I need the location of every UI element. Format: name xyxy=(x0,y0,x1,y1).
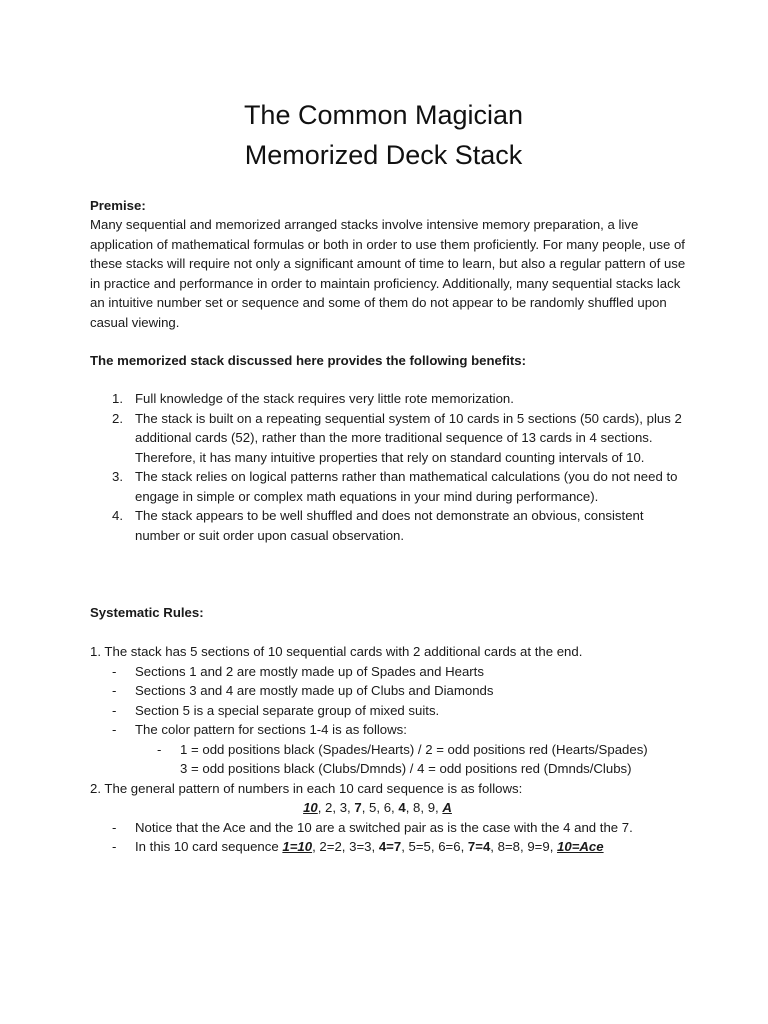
seq-seven: 7 xyxy=(354,800,362,815)
bullet-item xyxy=(90,681,710,701)
list-text: The stack is built on a repeating sequential system of 10 cards in 5 sections (50 cards), plus 2 additional cards (52), rather than the more traditional sequence of 13 cards in 4 sections. Therefore, it has many intuitive properties that rely on standard counting intervals of 10. xyxy=(135,410,682,465)
title-line-1: The Common Magician xyxy=(243,100,524,130)
map-seven-four: 7=4 xyxy=(467,839,491,854)
color-pattern-text: 1 = odd positions black (Spades/Hearts) / 2 = odd positions red (Hearts/Spades) xyxy=(180,741,648,757)
map-one-ten: 1=10 xyxy=(282,839,313,854)
list-number: 1. xyxy=(112,391,123,406)
list-text: The stack relies on logical patterns rather than mathematical calculations (you do not need to engage in simple or complex math equations in your mind during performance). xyxy=(135,469,678,504)
dash-marker: - xyxy=(157,741,162,757)
map-prefix: In this 10 card sequence xyxy=(135,839,283,854)
dash-marker: - xyxy=(112,683,117,698)
map-part: , 5=5, 6=6, xyxy=(401,839,468,854)
dash-marker: - xyxy=(112,819,117,835)
bullet-item xyxy=(90,720,710,740)
list-item xyxy=(90,389,690,409)
rules-heading: Systematic Rules: xyxy=(90,605,204,620)
benefits-heading: The memorized stack discussed here provides the following benefits: xyxy=(90,353,527,368)
bullet-item xyxy=(90,662,710,682)
bullet-item xyxy=(90,701,710,721)
list-text: The stack appears to be well shuffled and does not demonstrate an obvious, consistent number or suit order upon casual observation. xyxy=(135,508,644,543)
seq-ten: 10 xyxy=(303,800,318,815)
map-part: , 8=8, 9=9, xyxy=(490,839,558,854)
seq-ace: A xyxy=(442,800,452,815)
dash-marker: - xyxy=(112,839,117,854)
list-item xyxy=(90,506,690,545)
rules-section xyxy=(90,642,710,857)
bullet-text: Section 5 is a special separate group of mixed suits. xyxy=(135,702,440,718)
list-item xyxy=(90,409,690,468)
bullet-item-mapping xyxy=(90,837,710,857)
list-item xyxy=(90,467,690,506)
dash-marker: - xyxy=(112,722,117,737)
map-ten-ace: 10=Ace xyxy=(557,839,604,854)
seq-four: 4 xyxy=(398,800,406,815)
bullet-text: Sections 1 and 2 are mostly made up of Spades and Hearts xyxy=(135,663,484,679)
seq-part: , 2, 3, xyxy=(317,800,355,815)
map-four-seven: 4=7 xyxy=(378,839,402,854)
list-number: 2. xyxy=(112,410,123,426)
color-pattern-line-1 xyxy=(90,740,710,760)
number-sequence xyxy=(90,798,665,818)
seq-part: , 5, 6, xyxy=(361,800,399,815)
list-number: 3. xyxy=(112,469,123,484)
bullet-item xyxy=(90,818,710,838)
bullet-text: Notice that the Ace and the 10 are a switched pair as is the case with the 4 and the 7. xyxy=(135,819,633,835)
dash-marker: - xyxy=(112,702,117,718)
rule-1: 1. The stack has 5 sections of 10 sequential cards with 2 additional cards at the end. xyxy=(90,644,583,659)
bullet-text: The color pattern for sections 1-4 is as follows: xyxy=(135,722,407,737)
list-number: 4. xyxy=(112,508,123,523)
color-pattern-line-2: 3 = odd positions black (Clubs/Dmnds) / 4 = odd positions red (Dmnds/Clubs) xyxy=(180,761,632,776)
map-part: , 2=2, 3=3, xyxy=(312,839,379,854)
bullet-text: Sections 3 and 4 are mostly made up of Clubs and Diamonds xyxy=(135,683,494,698)
dash-marker: - xyxy=(112,663,117,679)
benefits-list xyxy=(90,389,690,545)
title-line-2: Memorized Deck Stack xyxy=(244,140,523,170)
list-text: Full knowledge of the stack requires very little rote memorization. xyxy=(135,391,514,406)
premise-heading: Premise: xyxy=(90,198,146,213)
premise-paragraph: Many sequential and memorized arranged stacks involve intensive memory preparation, a live application of mathematical formulas or both in order to use them proficiently. For many people, use of these stacks will require not only a significant amount of time to learn, but also a regular pattern of use in practice and performance in order to maintain proficiency. Additionally, many sequential stacks lack an intuitive number set or sequence and some of them do not appear to be randomly shuffled upon casual viewing. xyxy=(90,217,686,330)
seq-part: , 8, 9, xyxy=(405,800,443,815)
rule-2: 2. The general pattern of numbers in each 10 card sequence is as follows: xyxy=(90,780,523,796)
